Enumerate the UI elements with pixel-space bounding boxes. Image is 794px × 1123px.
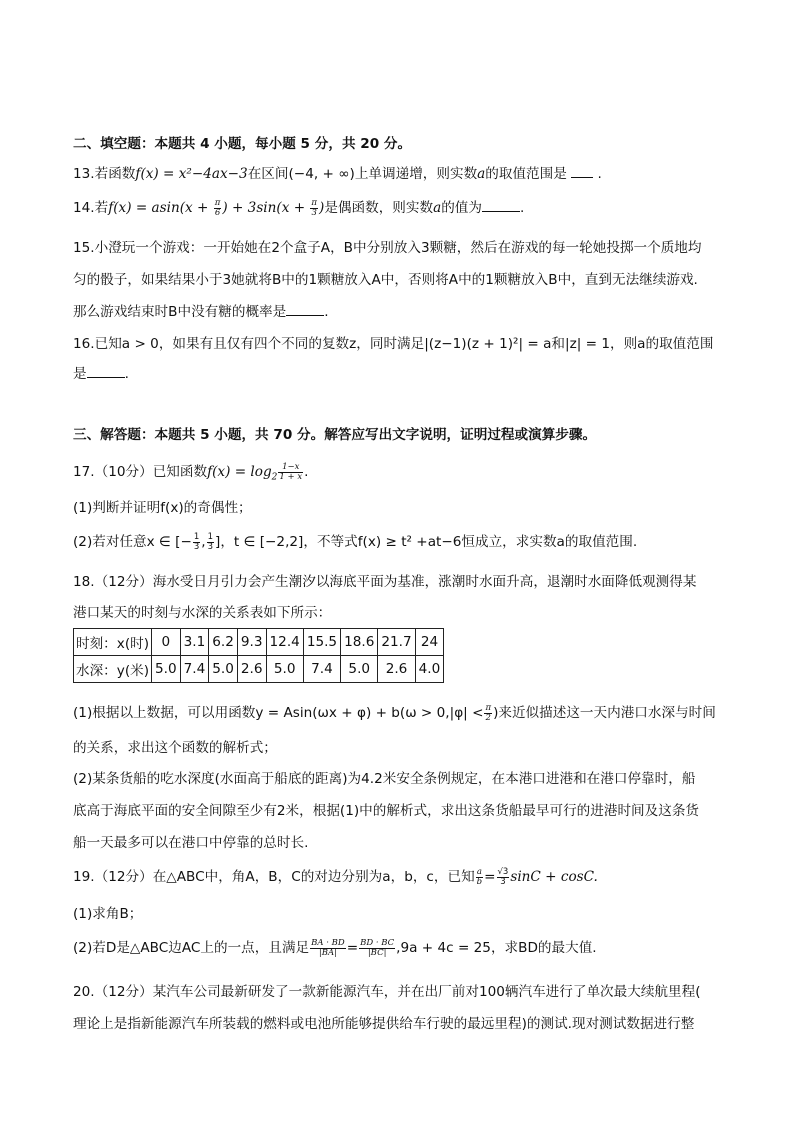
table-row bbox=[74, 629, 444, 656]
section-2-heading: 二、填空题：本题共 4 小题，每小题 5 分，共 20 分。 bbox=[73, 136, 412, 152]
question-15-line-2: 匀的骰子，如果结果小于3她就将B中的1颗糖放入A中，否则将A中的1颗糖放入B中，直到无法继续游戏. bbox=[73, 272, 698, 288]
answer-blank bbox=[87, 364, 125, 378]
answer-blank bbox=[571, 164, 593, 178]
table-cell: 5.0 bbox=[341, 656, 378, 683]
table-cell: 7.4 bbox=[303, 656, 340, 683]
question-14: 14.若f(x) = asin(x + $\frac{\pi}{6}$ ) + 3sin(x + $\frac{\pi}{3}$ )是偶函数，则实数a的值为 . bbox=[73, 197, 525, 218]
question-17-part-1: (1)判断并证明f(x)的奇偶性； bbox=[73, 500, 252, 516]
tide-table bbox=[73, 628, 444, 683]
question-16-line-2: 是 . bbox=[73, 366, 129, 382]
table-cell: 24 bbox=[415, 629, 444, 656]
fraction: $\frac{\pi}{2}$ bbox=[485, 702, 492, 723]
table-cell: 3.1 bbox=[180, 629, 209, 656]
answer-blank bbox=[286, 302, 324, 316]
fraction: $\frac{BA \cdot BD}{|BA|}$ bbox=[311, 937, 345, 958]
question-18-line-1: 18.（12分）海水受日月引力会产生潮汐以海底平面为基准，涨潮时水面升高，退潮时水面降低观测得某 bbox=[73, 574, 697, 590]
question-15-line-3: 那么游戏结束时B中没有糖的概率是 . bbox=[73, 304, 329, 320]
question-19-part-2: (2)若D是△ABC边AC上的一点，且满足 $\frac{BA \cdot BD}{|BA|}$ = $\frac{BD \cdot BC}{|BC|}$ ,9a + 4c = 25，求BD的最大值. bbox=[73, 937, 597, 958]
table-cell: 4.0 bbox=[415, 656, 444, 683]
fraction: $\frac{1}{3}$ bbox=[207, 531, 214, 552]
question-15-line-1: 15.小澄玩一个游戏：一开始她在2个盒子A，B中分别放入3颗糖，然后在游戏的每一轮她投掷一个质地均 bbox=[73, 240, 702, 256]
fraction: $\frac{√3}{3}$ bbox=[497, 866, 509, 887]
table-cell: 15.5 bbox=[303, 629, 340, 656]
fraction: $\frac{\pi}{6}$ bbox=[214, 197, 221, 218]
section-3-heading: 三、解答题：本题共 5 小题，共 70 分。解答应写出文字说明，证明过程或演算步骤。 bbox=[73, 427, 597, 443]
question-19-part-1: (1)求角B； bbox=[73, 906, 143, 922]
table-row-label: 时刻：x(时) bbox=[74, 629, 152, 656]
fraction: $\frac{1-x}{1 + x}$ bbox=[279, 461, 303, 482]
fraction: $\frac{1}{3}$ bbox=[193, 531, 200, 552]
question-18-part-2-line-2: 底高于海底平面的安全间隙至少有2米，根据(1)中的解析式，求出这条货船最早可行的进港时间及这条货 bbox=[73, 803, 700, 819]
table-row bbox=[74, 656, 444, 683]
table-cell: 5.0 bbox=[266, 656, 303, 683]
table-cell: 12.4 bbox=[266, 629, 303, 656]
question-18-part-2-line-1: (2)某条货船的吃水深度(水面高于船底的距离)为4.2米安全条例规定，在本港口进港和在港口停靠时，船 bbox=[73, 771, 696, 787]
question-18-part-1-line-1: (1)根据以上数据，可以用函数y = Asin(ωx + φ) + b(ω > 0,|φ| < $\frac{\pi}{2}$ )来近似描述这一天内港口水深与时间 bbox=[73, 702, 716, 723]
table-cell: 2.6 bbox=[237, 656, 266, 683]
table-cell: 9.3 bbox=[237, 629, 266, 656]
question-20-line-2: 理论上是指新能源汽车所装载的燃料或电池所能够提供给车行驶的最远里程)的测试.现对测试数据进行整 bbox=[73, 1016, 695, 1032]
table-cell: 21.7 bbox=[378, 629, 415, 656]
table-cell: 5.0 bbox=[152, 656, 181, 683]
table-cell: 18.6 bbox=[341, 629, 378, 656]
question-18-part-2-line-3: 船一天最多可以在港口中停靠的总时长. bbox=[73, 835, 309, 851]
fraction: $\frac{BD \cdot BC}{|BC|}$ bbox=[360, 937, 395, 958]
question-13: 13.若函数f(x) = x²−4ax−3在区间(−4, + ∞)上单调递增，则实数a的取值范围是 . bbox=[73, 166, 602, 182]
table-cell: 7.4 bbox=[180, 656, 209, 683]
question-19-head: 19.（12分）在△ABC中，角A，B，C的对边分别为a，b，c，已知 $\frac{a}{b}$ = $\frac{√3}{3}$ sinC + cosC. bbox=[73, 866, 598, 887]
question-17-part-2: (2)若对任意x ∈ [− $\frac{1}{3}$ , $\frac{1}{3}$ ]，t ∈ [−2,2]，不等式f(x) ≥ t² +at−6恒成立，求实数a的取值范围. bbox=[73, 531, 638, 552]
fraction: $\frac{\pi}{3}$ bbox=[311, 197, 318, 218]
table-cell: 5.0 bbox=[209, 656, 238, 683]
question-20-line-1: 20.（12分）某汽车公司最新研发了一款新能源汽车，并在出厂前对100辆汽车进行了单次最大续航里程( bbox=[73, 984, 701, 1000]
question-17-head: 17.（10分）已知函数$f(x) = \log_2$ $\frac{1-x}{1 + x}$ . bbox=[73, 461, 309, 483]
table-cell: 6.2 bbox=[209, 629, 238, 656]
answer-blank bbox=[482, 198, 520, 212]
question-18-line-2: 港口某天的时刻与水深的关系表如下所示： bbox=[73, 605, 332, 621]
table-cell: 2.6 bbox=[378, 656, 415, 683]
table-cell: 0 bbox=[152, 629, 181, 656]
fraction: $\frac{a}{b}$ bbox=[476, 866, 483, 887]
question-18-part-1-line-2: 的关系，求出这个函数的解析式； bbox=[73, 740, 277, 756]
question-16-line-1: 16.已知a > 0，如果有且仅有四个不同的复数z，同时满足|(z−1)(z + 1)²| = a和|z| = 1，则a的取值范围 bbox=[73, 336, 714, 352]
table-row-label: 水深：y(米) bbox=[74, 656, 152, 683]
